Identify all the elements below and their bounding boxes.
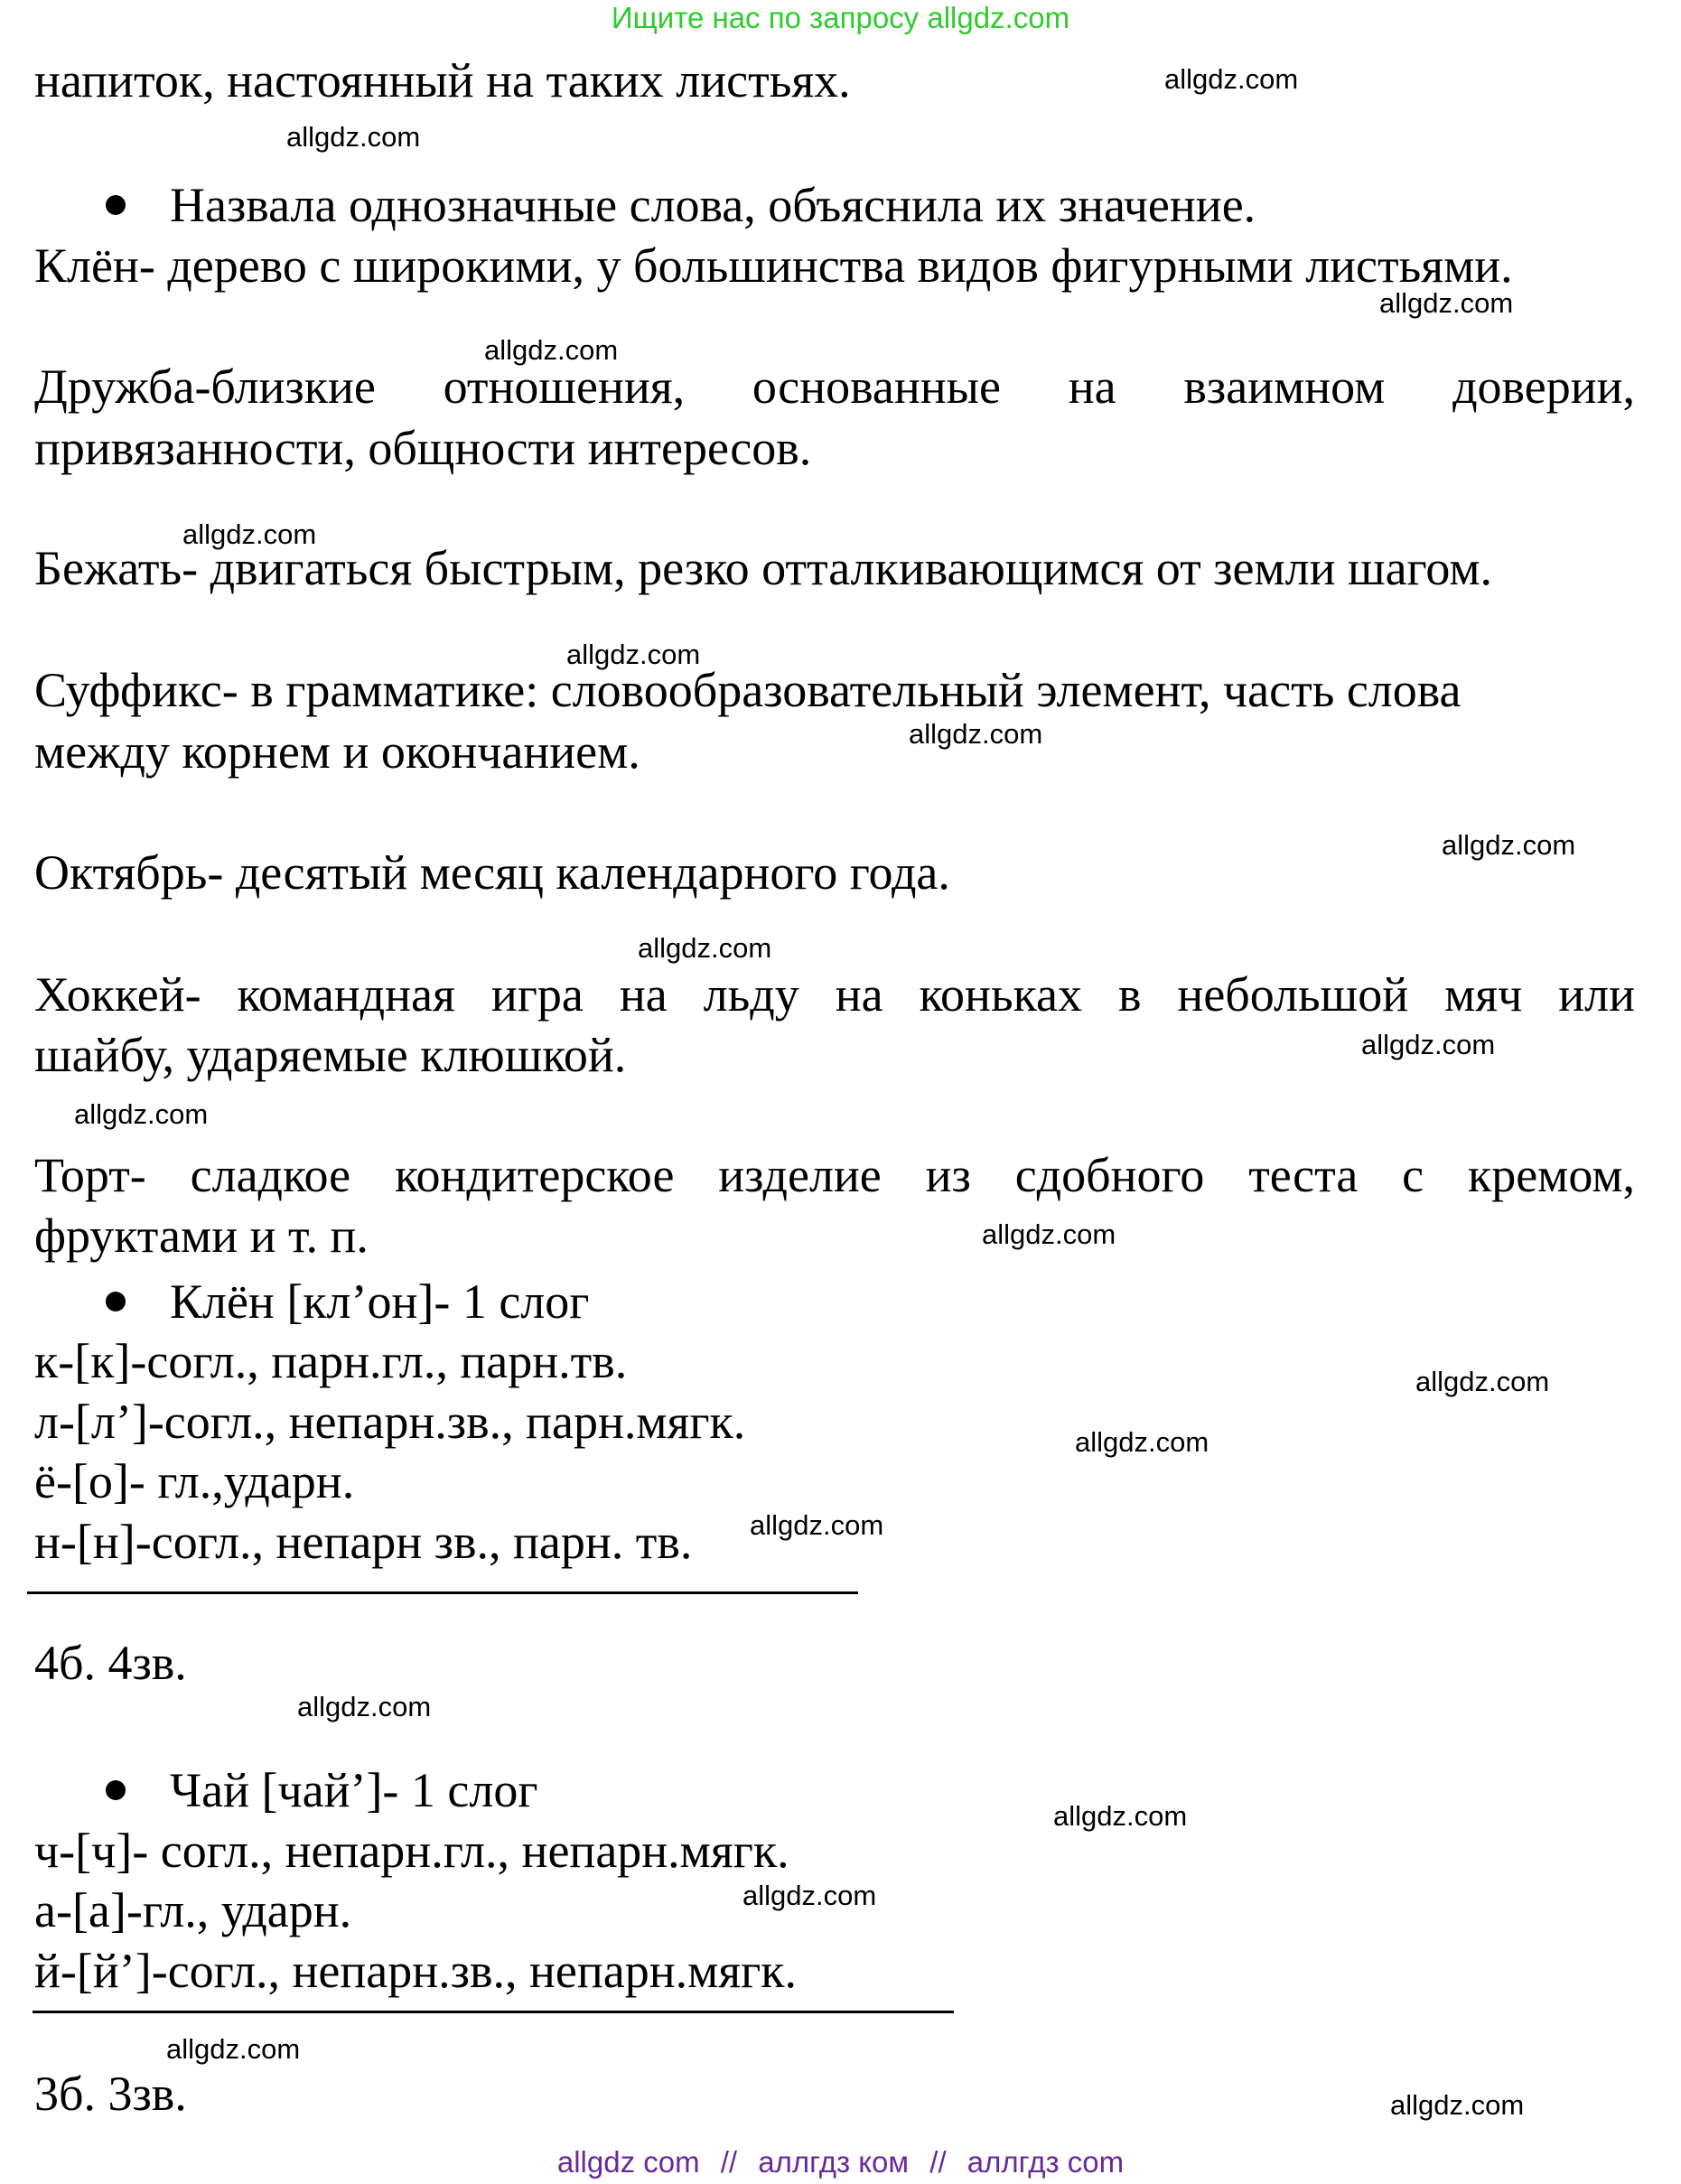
- watermark: allgdz.com: [1164, 63, 1299, 95]
- bullet-dot: [106, 1780, 126, 1800]
- watermark: allgdz.com: [1361, 1029, 1496, 1060]
- single-meaning-heading: Назвала однозначные слова, объяснила их значение.: [170, 178, 1256, 232]
- chay-sound-line: а-[а]-гл., ударн.: [34, 1883, 352, 1937]
- watermark: allgdz.com: [484, 334, 619, 366]
- definition-druzhba-line2: привязанности, общности интересов.: [34, 421, 812, 475]
- watermark: allgdz.com: [909, 718, 1043, 750]
- klen-sound-line: л-[л’]-согл., непарн.зв., парн.мягк.: [34, 1395, 746, 1449]
- watermark: allgdz.com: [750, 1509, 884, 1541]
- watermark: allgdz.com: [1075, 1426, 1209, 1458]
- chay-sound-line: ч-[ч]- согл., непарн.гл., непарн.мягк.: [34, 1824, 789, 1878]
- top-banner[interactable]: [0, 0, 1681, 36]
- watermark: allgdz.com: [566, 639, 701, 670]
- chay-sound-line: й-[й’]-согл., непарн.зв., непарн.мягк.: [34, 1944, 798, 1998]
- definition-klen: Клён- дерево с широкими, у большинства видов фигурными листьями.: [34, 238, 1513, 293]
- footer-link-allgdz-com-cyr[interactable]: аллгдз com: [967, 2145, 1125, 2179]
- chay-analysis-heading: Чай [чай’]- 1 слог: [170, 1763, 538, 1817]
- bullet-dot: [106, 1292, 126, 1311]
- definition-hokkey-line1: Хоккей- командная игра на льду на коньках в небольшой мяч или: [34, 967, 1635, 1022]
- footer-separator: //: [720, 2145, 738, 2179]
- footer-links: [0, 2144, 1681, 2180]
- intro-tail-line: напиток, настоянный на таких листьях.: [34, 53, 851, 107]
- definition-suffiks-line1: Суффикс- в грамматике: словообразовательный элемент, часть слова: [34, 663, 1462, 717]
- watermark: allgdz.com: [1053, 1800, 1188, 1832]
- watermark: allgdz.com: [638, 932, 772, 964]
- definition-tort-line1: Торт- сладкое кондитерское изделие из сдобного теста с кремом,: [34, 1148, 1635, 1202]
- chay-summary: 3б. 3зв.: [34, 2067, 187, 2121]
- watermark: allgdz.com: [1390, 2089, 1525, 2121]
- watermark: allgdz.com: [982, 1218, 1116, 1250]
- definition-hokkey-line2: шайбу, ударяемые клюшкой.: [34, 1028, 627, 1082]
- definition-suffiks-line2: между корнем и окончанием.: [34, 724, 640, 779]
- watermark: allgdz.com: [297, 1691, 432, 1722]
- definition-oktyabr: Октябрь- десятый месяц календарного года.: [34, 845, 950, 900]
- bullet-dot: [106, 195, 126, 215]
- watermark: allgdz.com: [166, 2033, 301, 2065]
- klen-sound-line: к-[к]-согл., парн.гл., парн.тв.: [34, 1334, 628, 1388]
- watermark: allgdz.com: [1442, 829, 1576, 861]
- definition-bezhat: Бежать- двигаться быстрым, резко отталкивающимся от земли шагом.: [34, 541, 1492, 595]
- watermark: allgdz.com: [1415, 1366, 1550, 1397]
- watermark: allgdz.com: [182, 518, 317, 550]
- definition-tort-line2: фруктами и т. п.: [34, 1209, 369, 1263]
- watermark: allgdz.com: [74, 1098, 209, 1130]
- watermark: allgdz.com: [286, 121, 421, 153]
- klen-analysis-heading: Клён [кл’он]- 1 слог: [170, 1274, 590, 1329]
- klen-summary: 4б. 4зв.: [34, 1636, 187, 1690]
- footer-separator: //: [929, 2145, 947, 2179]
- footer-link-allgdz-com[interactable]: allgdz com: [556, 2145, 700, 2179]
- klen-sound-line: ё-[о]- гл.,ударн.: [34, 1454, 355, 1508]
- watermark: allgdz.com: [1379, 287, 1514, 319]
- klen-sound-line: н-[н]-согл., непарн зв., парн. тв.: [34, 1515, 693, 1569]
- divider-line: [27, 1591, 858, 1594]
- definition-druzhba-line1: Дружба-близкие отношения, основанные на взаимном доверии,: [34, 359, 1635, 414]
- watermark: allgdz.com: [742, 1880, 877, 1911]
- banner-text[interactable]: Ищите нас по запросу allgdz.com: [611, 1, 1070, 34]
- footer-link-allgdz-kom[interactable]: аллгдз ком: [758, 2145, 910, 2179]
- divider-line: [33, 2011, 954, 2013]
